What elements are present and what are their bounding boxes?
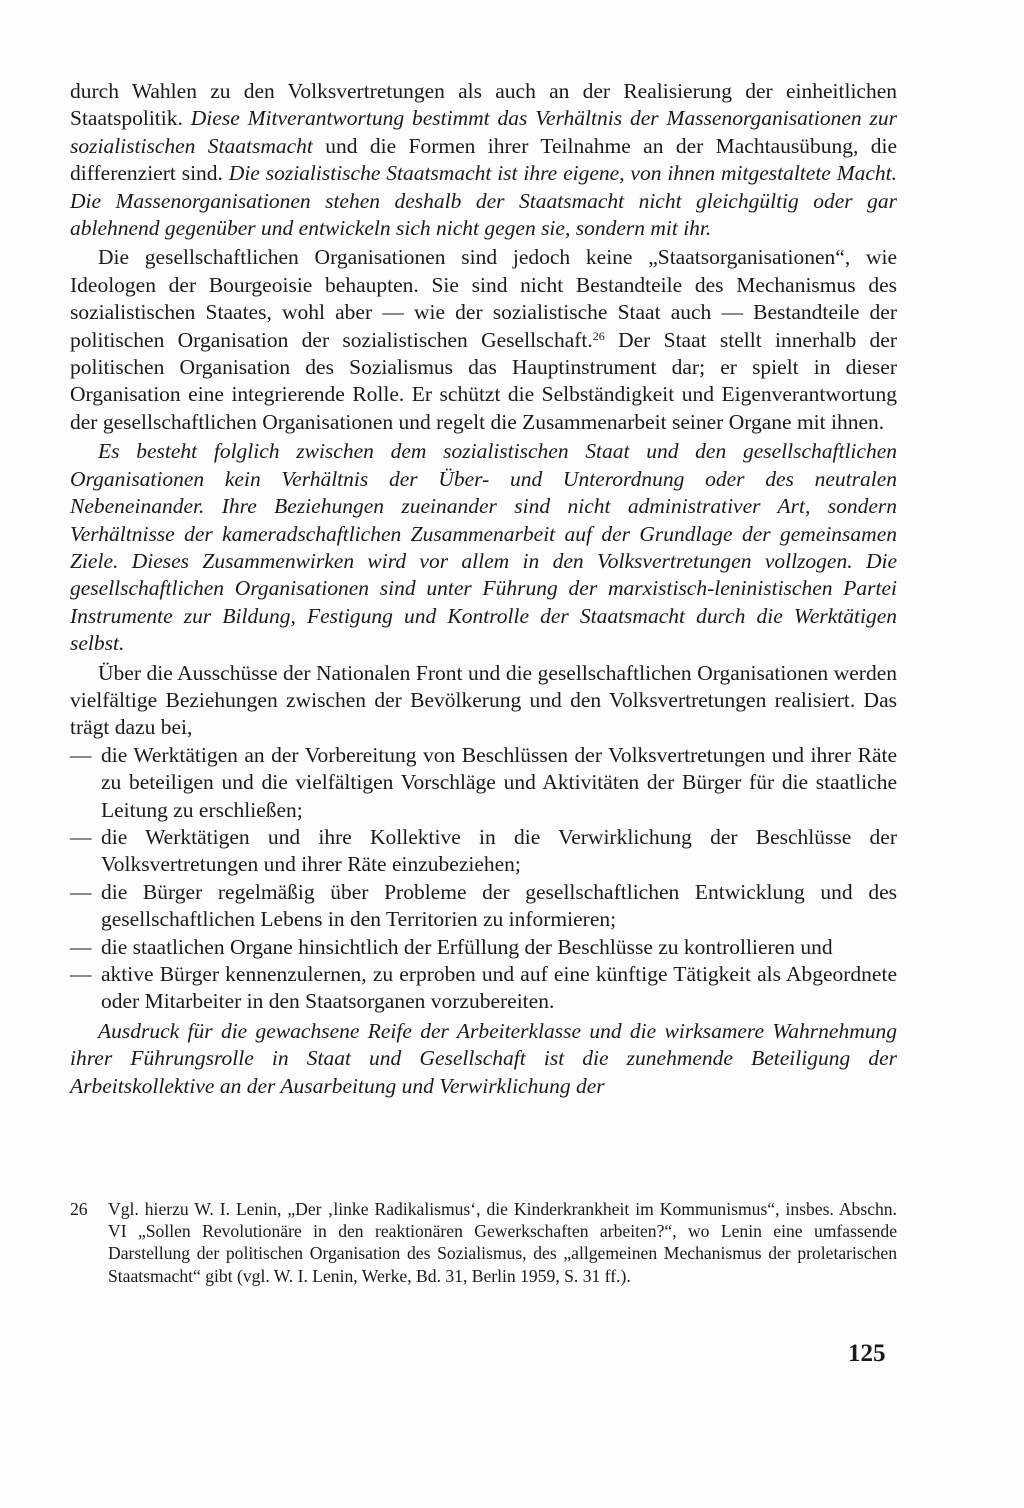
footnote-reference: 26 bbox=[592, 328, 605, 343]
bullet-list bbox=[70, 742, 897, 1016]
paragraph-5 bbox=[70, 1018, 897, 1100]
dash-marker: — bbox=[70, 879, 92, 904]
dash-marker: — bbox=[70, 824, 92, 849]
paragraph-1-italic-a: Diese Mitverantwortung bestimmt das Verhältnis der Massenorganisationen zur sozialistischen Staatsmacht bbox=[70, 106, 898, 158]
list-item bbox=[70, 879, 897, 934]
footnote-text: Vgl. hierzu W. I. Lenin, „Der ‚linke Radikalismus‘, die Kinderkrankheit im Kommunismus“, insbes. Abschn. VI „Sollen Revolutionäre in den reaktionären Gewerkschaften arbeiten?“, wo Lenin eine umfassende Darstellung der politischen Organisation des Sozialismus, des „allgemeinen Mechanismus der proletarischen Staatsmacht“ gibt (vgl. W. I. Lenin, Werke, Bd. 31, Berlin 1959, S. 31 ff.). bbox=[108, 1199, 897, 1286]
dash-marker: — bbox=[70, 742, 92, 767]
dash-marker: — bbox=[70, 934, 92, 959]
list-item bbox=[70, 742, 897, 824]
paragraph-2-part-a: Die gesellschaftlichen Organisationen sind jedoch keine „Staatsorganisationen“, wie Ideologen der Bourgeoisie behaupten. Sie sind nicht Bestandteile des Mechanismus des sozialistischen Staates, wohl aber — wie der sozialistische Staat auch — Bestandteile der politischen Organisation der sozialistischen Gesellschaft. bbox=[70, 245, 897, 352]
paragraph-1 bbox=[70, 78, 897, 242]
list-item-text: die staatlichen Organe hinsichtlich der Erfüllung der Beschlüsse zu kontrollieren und bbox=[101, 934, 833, 959]
dash-marker: — bbox=[70, 962, 92, 986]
list-item-text: die Bürger regelmäßig über Probleme der gesellschaftlichen Entwicklung und des gesellschaftlichen Lebens in den Territorien zu informieren; bbox=[101, 879, 897, 932]
paragraph-1-italic-b: Die sozialistische Staatsmacht ist ihre eigene, von ihnen mitgestaltete Macht. Die Massenorganisationen stehen deshalb der Staatsmacht nicht gleichgültig oder gar ablehnend gegenüber und entwickeln sich nicht gegen sie, sondern mit ihr. bbox=[70, 161, 897, 241]
list-item-text: aktive Bürger kennenzulernen, zu erproben und auf eine künftige Tätigkeit als Abgeordnete oder Mitarbeiter in den Staatsorganen vorzubereiten. bbox=[101, 962, 897, 1014]
footnote-number: 26 bbox=[70, 1199, 88, 1219]
paragraph-5-italic: Ausdruck für die gewachsene Reife der Arbeiterklasse und die wirksamere Wahrnehmung ihrer Führungsrolle in Staat und Gesellschaft ist die zunehmende Beteiligung der Arbeitskollektive an der Ausarbeitung und Verwirklichung der bbox=[70, 1018, 897, 1098]
paragraph-1-part-b: und die Formen ihrer Teilnahme an der Machtausübung, die differenziert sind. bbox=[70, 133, 898, 186]
main-text bbox=[70, 78, 897, 1100]
paragraph-1-part-a: durch Wahlen zu den Volksvertretungen als auch an der Realisierung der einheitlichen Staatspolitik. bbox=[70, 79, 897, 131]
list-item-text: die Werktätigen an der Vorbereitung von Beschlüssen der Volksvertretungen und ihrer Räte zu beteiligen und die vielfältigen Vorschläge und Aktivitäten der Bürger für die staatliche Leitung zu erschließen; bbox=[101, 742, 897, 822]
page-number: 125 bbox=[848, 1340, 886, 1367]
paragraph-4: Über die Ausschüsse der Nationalen Front und die gesellschaftlichen Organisationen werden vielfältige Beziehungen zwischen der Bevölkerung und den Volksvertretungen realisiert. Das trägt dazu bei, bbox=[70, 660, 897, 740]
list-item-text: die Werktätigen und ihre Kollektive in die Verwirklichung der Beschlüsse der Volksvertretungen und ihrer Räte einzubeziehen; bbox=[101, 824, 897, 877]
paragraph-2-part-b: Der Staat stellt innerhalb der politischen Organisation des Sozialismus das Hauptinstrument dar; er spielt in dieser Organisation eine integrierende Rolle. Er schützt die Selbständigkeit und Eigenverantwortung der gesellschaftlichen Organisationen und regelt die Zusammenarbeit seiner Organe mit ihnen. bbox=[70, 327, 898, 434]
list-item bbox=[70, 934, 897, 961]
footnote bbox=[70, 1198, 897, 1287]
list-item bbox=[70, 961, 897, 1016]
paragraph-3-italic: Es besteht folglich zwischen dem sozialistischen Staat und den gesellschaftlichen Organisationen kein Verhältnis der Über- und Unterordnung oder des neutralen Nebeneinander. Ihre Beziehungen zueinander sind nicht administrativer Art, sondern Verhältnisse der kameradschaftlichen Zusammenarbeit auf der Grundlage der gemeinsamen Ziele. Dieses Zusammenwirken wird vor allem in den Volksvertretungen vollzogen. Die gesellschaftlichen Organisationen sind unter Führung der marxistisch-leninistischen Partei Instrumente zur Bildung, Festigung und Kontrolle der Staatsmacht durch die Werktätigen selbst. bbox=[70, 439, 897, 656]
paragraph-2 bbox=[70, 244, 897, 436]
paragraph-3 bbox=[70, 438, 897, 657]
list-item bbox=[70, 824, 897, 879]
